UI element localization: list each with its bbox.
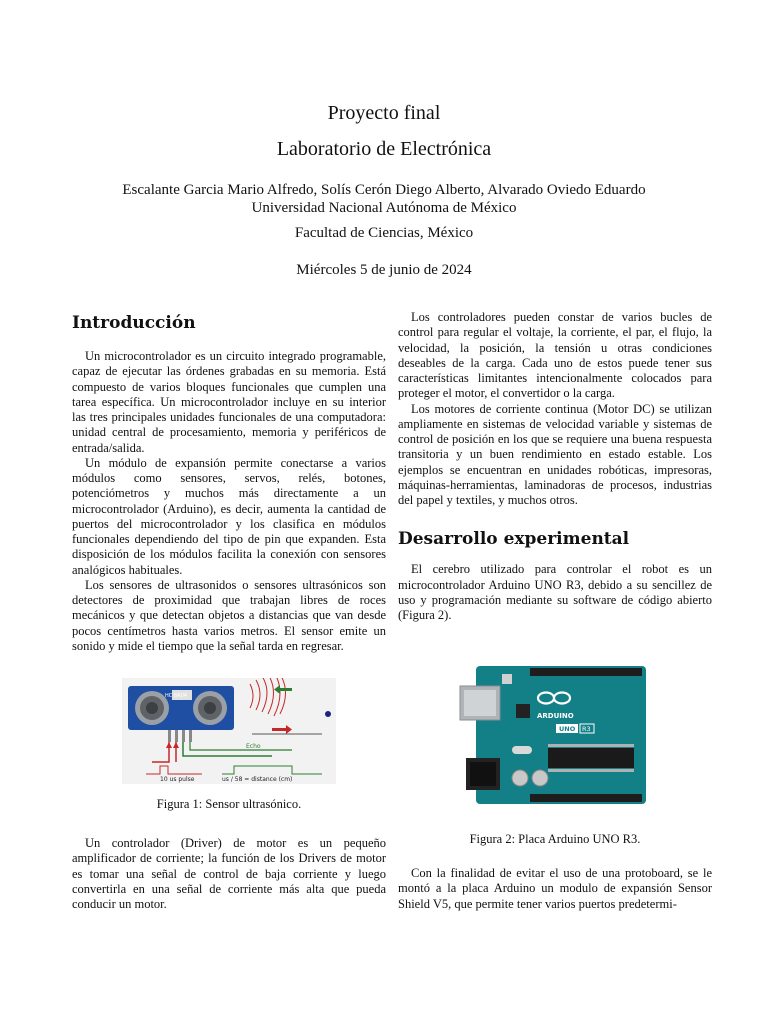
ultrasonic-sensor-illustration (122, 678, 336, 784)
paper-affiliation: Universidad Nacional Autónoma de México (251, 200, 517, 216)
board-model-label: UNO (559, 725, 576, 733)
distance-formula-label: us / 58 = distance (cm) (222, 776, 293, 783)
left-column-top (72, 312, 386, 654)
paper-title-line2: Laboratorio de Electrónica (276, 138, 492, 160)
dc-motors-paragraph: Los motores de corriente continua (Motor DC) se utilizan ampliamente en sistemas de velocidad variable y sistemas de control de posición en los que se requiere una buena respuesta transitoria y un buen rendimiento en estado estable. Los ejemplos se encuentran en unidades robóticas, impresoras, máquinas-herramientas, laminadoras de procesos, industrias del papel y textiles, y muchos otros. (398, 401, 712, 507)
intro-paragraph-2: Un módulo de expansión permite conectarse a varios módulos como sensores, servos, relés, botones, potenciómetros y muchos más directamente a un microcontrolador (Arduino), es decir, aumenta la cantidad de puertos del microcontrolador y los clasifica en módulos funcionales dependiendo del tipo de pin que expanden. Esta disposición de los módulos facilita la conexión con sensores analógicos habituales. (72, 455, 386, 577)
board-brand-label: ARDUINO (537, 712, 574, 720)
shield-paragraph: Con la finalidad de evitar el uso de una protoboard, se le montó a la placa Arduino un modulo de expansión Sensor Shield V5, que permite tener varios puertos predetermi- (398, 866, 712, 911)
experimental-paragraph: El cerebro utilizado para controlar el robot es un microcontrolador Arduino UNO R3, debido a su sencillez de uso y programación mediante su software de código abierto (Figura 2). (398, 562, 712, 622)
intro-paragraph-3: Los sensores de ultrasonidos o sensores ultrasónicos son detectores de proximidad que trabajan libres de roces mecánicos y que detectan objetos a distancias que van desde pocos centímetros hasta varios metros. El sensor emite un sonido y mide el tiempo que la señal tarda en regresar. (72, 577, 386, 653)
pulse-label: 10 us pulse (160, 776, 195, 783)
paper-title-line1: Proyecto final (327, 102, 441, 124)
right-column-bottom (398, 866, 712, 912)
figure-1-caption: Figura 1: Sensor ultrasónico. (156, 797, 302, 811)
figure-2-arduino-board (458, 660, 650, 808)
section-heading-desarrollo: Desarrollo experimental (398, 529, 630, 550)
paper-faculty: Facultad de Ciencias, México (294, 225, 474, 241)
paper-authors: Escalante Garcia Mario Alfredo, Solís Cerón Diego Alberto, Alvarado Oviedo Eduardo (122, 182, 646, 198)
paper-date: Miércoles 5 de junio de 2024 (296, 262, 472, 278)
intro-paragraph-1: Un microcontrolador es un circuito integrado programable, capaz de ejecutar las órdenes grabadas en su memoria. Está compuesto de varios bloques funcionales que cumplen una tarea específica. Un microcontrolador incluye en su interior las tres principales unidades funcionales de una computadora: unidad central de procesamiento, memoria y periféricos de entrada/salida. (72, 349, 386, 455)
figure-2-caption: Figura 2: Placa Arduino UNO R3. (469, 832, 641, 846)
sensor-model-label: HC-SR04 (165, 693, 188, 699)
figure-1-ultrasonic-sensor (122, 678, 336, 784)
section-heading-introduccion: Introducción (72, 313, 196, 333)
arduino-board-illustration (458, 660, 650, 808)
driver-paragraph: Un controlador (Driver) de motor es un pequeño amplificador de corriente; la función de los Drivers de motor es tomar una señal de control de baja corriente y luego convertirla en una señal de corriente más alta que pueda conducir un motor. (72, 836, 386, 911)
echo-label: Echo (246, 743, 261, 750)
left-column-bottom (72, 836, 386, 912)
controllers-paragraph: Los controladores pueden constar de varios bucles de control para regular el voltaje, la corriente, el par, el flujo, la velocidad, la posición, la tensión u otras condiciones deseables de la carga. Cada uno de estos puede tener sus características limitantes intencionalmente colocados para proteger el motor, el convertidor o la carga. (398, 310, 712, 401)
right-column-top (398, 310, 712, 623)
board-rev-label: R3 (582, 725, 591, 733)
